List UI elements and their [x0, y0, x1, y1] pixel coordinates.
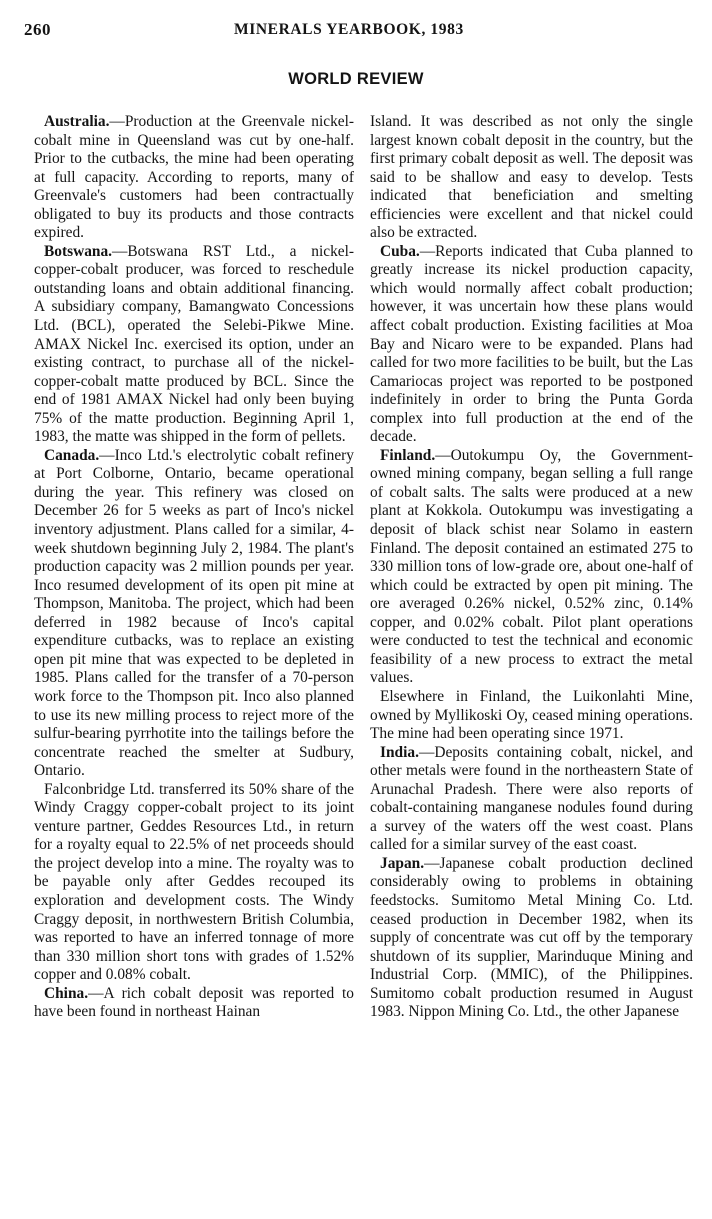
paragraph-botswana — [34, 243, 354, 447]
country-heading-india: India. — [380, 743, 419, 761]
country-heading-japan: Japan. — [380, 854, 425, 872]
paragraph-text: —Reports indicated that Cuba planned to greatly increase its nickel production capacity, which would normally affect cobalt production; however, it was uncertain how these plans would affect cobalt production. Existing facilities at Moa Bay and Nicaro were to be expanded. Plans had called for two more facilities to be built, but the Las Camariocas project was reported to be postponed indefinitely in order to bring the Punta Gorda complex into full production at the end of the decade. — [370, 242, 693, 446]
country-heading-australia: Australia. — [44, 113, 110, 130]
paragraph-text: —Inco Ltd.'s electrolytic cobalt refinery at Port Colborne, Ontario, became operational during the year. This refinery was closed on December 26 for 5 weeks as part of Inco's nickel inventory adjustment. Plans called for a similar, 4-week shutdown beginning July 2, 1984. The plant's production capacity was 2 million pounds per year. Inco resumed development of its open pit mine at Thompson, Manitoba. The project, which had been deferred in 1982 because of Inco's capital expenditure cutbacks, was to replace an existing open pit mine that was expected to be depleted in 1985. Plans called for the transfer of a 70-person work force to the Thompson pit. Inco also planned to use its new milling process to reject more of the sulfur-bearing pyrrhotite into the tailings before the concentrate reached the smelter at Sudbury, Ontario. — [34, 446, 354, 780]
paragraph-finland — [370, 447, 693, 688]
paragraph-text: Falconbridge Ltd. transferred its 50% share of the Windy Craggy copper-cobalt project to its joint venture partner, Geddes Resources Ltd., in return for a royalty equal to 22.5% of net proceeds should the project develop into a mine. The royalty was to be payable only after Geddes recouped its exploration and development costs. The Windy Craggy deposit, in northwestern British Columbia, was reported to have an inferred tonnage of more than 330 million short tons with grades of 1.52% copper and 0.08% cobalt. — [34, 780, 354, 984]
paragraph-india — [370, 744, 693, 855]
page-header — [24, 20, 686, 44]
paragraph-text: —A rich cobalt deposit was reported to have been found in northeast Hainan — [34, 984, 354, 1021]
page-number: 260 — [24, 20, 51, 39]
paragraph-china — [34, 985, 354, 1022]
paragraph-falconbridge — [34, 781, 354, 985]
right-column — [370, 113, 693, 1022]
paragraph-text: —Botswana RST Ltd., a nickel-copper-cobalt producer, was forced to reschedule outstanding loans and obtain additional financing. A subsidiary company, Bamangwato Concessions Ltd. (BCL), operated the Selebi-Pikwe Mine. AMAX Nickel Inc. exercised its option, under an existing contract, to purchase all of the nickel-copper-cobalt matte produced by BCL. Since the end of 1981 AMAX Nickel had only been buying 75% of the matte production. Beginning April 1, 1983, the matte was shipped in the form of pellets. — [34, 242, 354, 446]
paragraph-text: —Japanese cobalt production declined considerably owing to problems in obtaining feedstocks. Sumitomo Metal Mining Co. Ltd. ceased production in December 1982, when its supply of concentrate was cut off by the temporary shutdown of its supplier, Marinduque Mining and Industrial Corp. (MMIC), of the Philippines. Sumitomo cobalt production resumed in August 1983. Nippon Mining Co. Ltd., the other Japanese — [370, 854, 693, 1021]
paragraph-text: Elsewhere in Finland, the Luikonlahti Mine, owned by Myllikoski Oy, ceased mining operations. The mine had been operating since 1971. — [370, 687, 693, 743]
paragraph-cuba — [370, 243, 693, 447]
paragraph-text: —Production at the Greenvale nickel-cobalt mine in Queensland was cut by one-half. Prior to the cutbacks, the mine had been operating at full capacity. According to reports, many of Greenvale's customers had been contractually obligated to buy its products and those contracts expired. — [34, 113, 354, 242]
paragraph-china-continued — [370, 113, 693, 243]
country-heading-botswana: Botswana. — [44, 242, 112, 260]
country-heading-canada: Canada. — [44, 446, 100, 464]
left-column — [34, 113, 354, 1022]
country-heading-china: China. — [44, 984, 89, 1002]
section-title: WORLD REVIEW — [288, 70, 424, 88]
paragraph-australia — [34, 113, 354, 243]
paragraph-finland-luikonlahti — [370, 688, 693, 744]
paragraph-text: —Outokumpu Oy, the Government-owned mining company, began selling a full range of cobalt salts. The salts were produced at a new plant at Kokkola. Outokumpu was investigating a deposit of black schist near Solamo in eastern Finland. The deposit contained an estimated 275 to 330 million tons of low-grade ore, about one-half of which could be extracted by open pit mining. The ore averaged 0.26% nickel, 0.52% zinc, 0.14% copper, and 0.02% cobalt. Pilot plant operations were conducted to test the technical and economic feasibility of a new process to extract the metal values. — [370, 446, 693, 687]
paragraph-text: Island. It was described as not only the single largest known cobalt deposit in the country, but the first primary cobalt deposit as well. The deposit was said to be shallow and easy to develop. Tests indicated that beneficiation and smelting efficiencies were excellent and that nickel could also be extracted. — [370, 113, 693, 242]
running-title: MINERALS YEARBOOK, 1983 — [234, 21, 464, 38]
country-heading-cuba: Cuba. — [380, 242, 420, 260]
paragraph-canada — [34, 447, 354, 781]
country-heading-finland: Finland. — [380, 446, 436, 464]
paragraph-japan — [370, 855, 693, 1022]
paragraph-text: —Deposits containing cobalt, nickel, and other metals were found in the northeastern State of Arunachal Pradesh. There were also reports of cobalt-containing manganese nodules found during a survey of the waters off the west coast. Plans called for a similar survey of the east coast. — [370, 743, 693, 854]
